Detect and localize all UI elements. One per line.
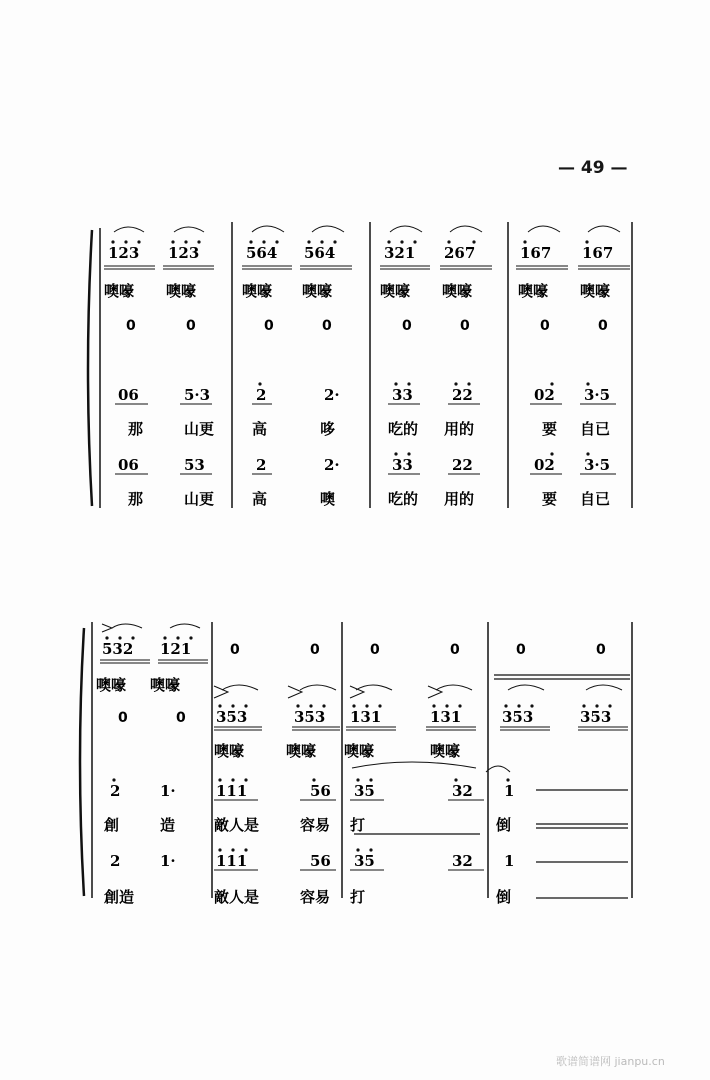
s1-r5-c3: 高 (252, 420, 268, 438)
s1-r2-c3: 噢嚎 (242, 282, 273, 300)
s2-r8-c5: 倒 (496, 888, 512, 906)
s1-r5-c1: 那 (128, 420, 144, 438)
s1-r3-c1: 0 (126, 318, 136, 334)
s2-r1-c3: 0 (230, 642, 240, 658)
s1-r4-c1: 06 (118, 386, 139, 404)
s2-r1-c7: 0 (516, 642, 526, 658)
s1-r6-c4: 2· (324, 456, 340, 474)
s2-r7-c1: 2 (110, 852, 121, 870)
s2-r7-c4: 56 (310, 852, 331, 870)
s2-r5-c1: 2 (110, 782, 121, 800)
s2-r1-c8: 0 (596, 642, 606, 658)
s1-r4-c3: 2 (256, 386, 267, 404)
s2-r3-c1: 0 (118, 710, 128, 726)
s2-r8-c4: 打 (350, 888, 366, 906)
s1-r5-c5: 吃的 (388, 420, 419, 438)
s2-r7-c3: 111 (216, 852, 248, 870)
s1-r5-c8: 自已 (580, 420, 611, 438)
s1-r7-c4: 噢 (320, 490, 336, 508)
s1-r4-c6: 22 (452, 386, 473, 404)
s1-r2-c5: 噢嚎 (380, 282, 411, 300)
s2-r3-c7: 353 (502, 708, 534, 726)
s1-r2-c1: 噢嚎 (104, 282, 135, 300)
s1-r7-c8: 自已 (580, 490, 611, 508)
s1-r2-c4: 噢嚎 (302, 282, 333, 300)
s1-r5-c7: 要 (542, 420, 558, 438)
s2-r3-c6: 131 (430, 708, 462, 726)
s2-r4-c3: 噢嚎 (344, 742, 375, 760)
watermark-text: 歌谱简谱网 jianpu.cn (556, 1055, 665, 1068)
s2-r4-c1: 噢嚎 (214, 742, 245, 760)
s2-r3-c5: 131 (350, 708, 382, 726)
s2-r5-c5: 35 (354, 782, 375, 800)
s1-r3-c6: 0 (460, 318, 470, 334)
s2-r2-c2: 噢嚎 (150, 676, 181, 694)
s1-r5-c2: 山更 (184, 420, 215, 438)
s1-r4-c5: 33 (392, 386, 413, 404)
s2-r3-c2: 0 (176, 710, 186, 726)
s2-r8-c2: 敵人是 (214, 888, 260, 906)
s1-r3-c8: 0 (598, 318, 608, 334)
s2-r1-c1: 532 (102, 640, 134, 658)
s1-r3-c7: 0 (540, 318, 550, 334)
s2-r3-c8: 353 (580, 708, 612, 726)
s1-r7-c5: 吃的 (388, 490, 419, 508)
s2-r8-c1: 創造 (104, 888, 135, 906)
s2-r4-c4: 噢嚎 (430, 742, 461, 760)
s1-r6-c5: 33 (392, 456, 413, 474)
s1-r1-c3: 564 (246, 244, 278, 262)
s1-r6-c6: 22 (452, 456, 473, 474)
s1-r1-c2: 123 (168, 244, 200, 262)
s2-r1-c2: 121 (160, 640, 192, 658)
page-number: — 49 — (558, 158, 628, 178)
s2-r7-c7: 1 (504, 852, 515, 870)
s1-r7-c6: 用的 (444, 490, 475, 508)
s1-r1-c7: 167 (520, 244, 552, 262)
s1-r3-c2: 0 (186, 318, 196, 334)
s1-r7-c7: 要 (542, 490, 558, 508)
s1-r2-c6: 噢嚎 (442, 282, 473, 300)
s2-r3-c4: 353 (294, 708, 326, 726)
s1-r3-c5: 0 (402, 318, 412, 334)
s2-r7-c5: 35 (354, 852, 375, 870)
s2-r1-c6: 0 (450, 642, 460, 658)
s2-r1-c5: 0 (370, 642, 380, 658)
s1-r6-c2: 53 (184, 456, 205, 474)
s2-r5-c2: 1· (160, 782, 176, 800)
s1-r7-c2: 山更 (184, 490, 215, 508)
s2-r6-c4: 容易 (300, 816, 331, 834)
s1-r4-c2: 5·3 (184, 386, 211, 404)
s1-r3-c3: 0 (264, 318, 274, 334)
s1-r5-c4: 哆 (320, 420, 336, 438)
s2-r5-c3: 111 (216, 782, 248, 800)
s2-r3-c3: 353 (216, 708, 248, 726)
s2-r7-c6: 32 (452, 852, 473, 870)
s1-r6-c3: 2 (256, 456, 267, 474)
s1-r1-c8: 167 (582, 244, 614, 262)
s1-r4-c7: 02 (534, 386, 555, 404)
s2-r6-c5: 打 (350, 816, 366, 834)
s2-r4-c2: 噢嚎 (286, 742, 317, 760)
s1-r4-c8: 3·5 (584, 386, 611, 404)
s2-r6-c2: 造 (160, 816, 176, 834)
s2-r6-c1: 創 (104, 816, 120, 834)
s2-r6-c3: 敵人是 (214, 816, 260, 834)
s1-r7-c1: 那 (128, 490, 144, 508)
s1-r1-c6: 267 (444, 244, 476, 262)
s1-r3-c4: 0 (322, 318, 332, 334)
s1-r2-c8: 噢嚎 (580, 282, 611, 300)
s2-r5-c6: 32 (452, 782, 473, 800)
s2-r2-c1: 噢嚎 (96, 676, 127, 694)
s1-r5-c6: 用的 (444, 420, 475, 438)
s2-r6-c6: 倒 (496, 816, 512, 834)
s2-r5-c4: 56 (310, 782, 331, 800)
s1-r6-c8: 3·5 (584, 456, 611, 474)
s1-r1-c5: 321 (384, 244, 416, 262)
s1-r2-c2: 噢嚎 (166, 282, 197, 300)
s1-r2-c7: 噢嚎 (518, 282, 549, 300)
s2-r8-c3: 容易 (300, 888, 331, 906)
s1-r1-c4: 564 (304, 244, 336, 262)
s1-r6-c7: 02 (534, 456, 555, 474)
s2-r5-c7: 1 (504, 782, 515, 800)
s2-r1-c4: 0 (310, 642, 320, 658)
s1-r7-c3: 高 (252, 490, 268, 508)
s2-r7-c2: 1· (160, 852, 176, 870)
s1-r6-c1: 06 (118, 456, 139, 474)
s1-r4-c4: 2· (324, 386, 340, 404)
s1-r1-c1: 123 (108, 244, 140, 262)
